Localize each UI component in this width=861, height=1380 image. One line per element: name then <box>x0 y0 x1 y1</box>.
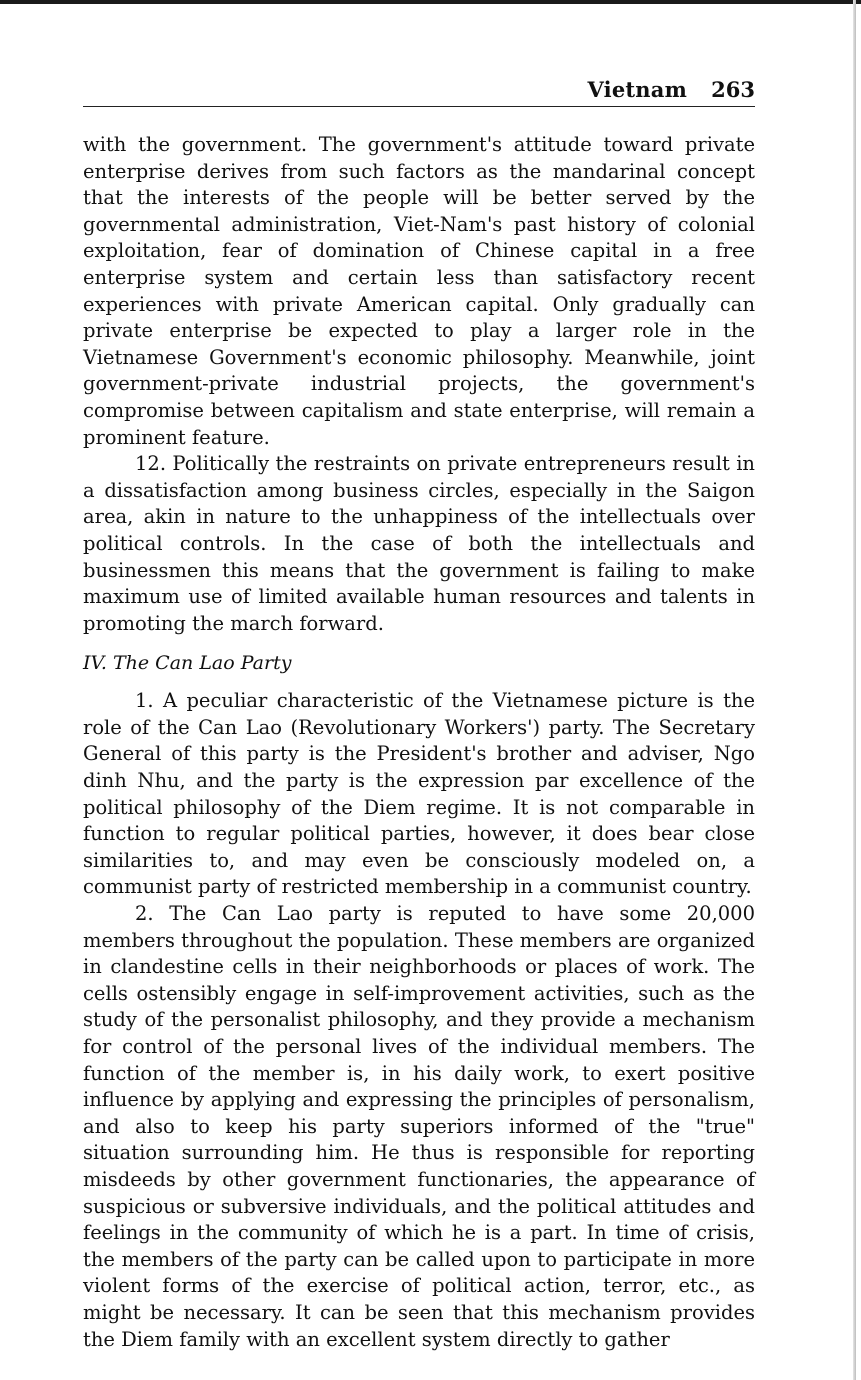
page-header <box>83 76 755 107</box>
page-top-edge <box>0 0 861 4</box>
paragraph-2: 2. The Can Lao party is reputed to have some 20,000 members throughout the population. These members are organized in clandestine cells in their neighborhoods or places of work. The cells ostensibly engage in self-improvement activities, such as the study of the personalist philosophy, and they provide a mechanism for control of the personal lives of the individual members. The function of the member is, in his daily work, to exert positive influence by applying and expressing the principles of personalism, and also to keep his party superiors informed of the "true" situation surrounding him. He thus is responsible for reporting misdeeds by other government functionaries, the appearance of suspicious or subversive individuals, and the political attitudes and feelings in the community of which he is a part. In time of crisis, the members of the party can be called upon to participate in more violent forms of the exercise of political action, terror, etc., as might be necessary. It can be seen that this mechanism provides the Diem family with an excellent system directly to gather <box>83 902 755 1351</box>
page-number: 263 <box>711 77 755 102</box>
paragraph-continuation: with the government. The government's attitude toward private enterprise derives from such factors as the mandarinal concept that the interests of the people will be better served by the governmental administration, Viet-Nam's past history of colonial exploitation, fear of domination of Chinese capital in a free enterprise system and certain less than satisfactory recent experiences with private American capital. Only gradually can private enterprise be expected to play a larger role in the Vietnamese Government's economic philosophy. Meanwhile, joint government-private industrial projects, the government's compromise between capitalism and state enterprise, will remain a prominent feature. <box>83 133 755 449</box>
section-heading: IV. The Can Lao Party <box>83 652 292 675</box>
paragraph-1: 1. A peculiar characteristic of the Vietnamese picture is the role of the Can Lao (Revolutionary Workers') party. The Secretary General of this party is the President's brother and adviser, Ngo dinh Nhu, and the party is the expression par excellence of the political philosophy of the Diem regime. It is not comparable in function to regular political parties, however, it does bear close similarities to, and may even be consciously modeled on, a communist party of restricted membership in a communist country. <box>83 689 755 899</box>
page-body <box>83 132 755 1353</box>
running-head: Vietnam <box>587 77 687 102</box>
page-right-edge <box>853 0 856 1380</box>
paragraph-12: 12. Politically the restraints on private entrepreneurs result in a dissatisfaction among business circles, especially in the Saigon area, akin in nature to the unhappiness of the intellectuals over political controls. In the case of both the intellectuals and businessmen this means that the government is failing to make maximum use of limited available human resources and talents in promoting the march forward. <box>83 452 755 635</box>
